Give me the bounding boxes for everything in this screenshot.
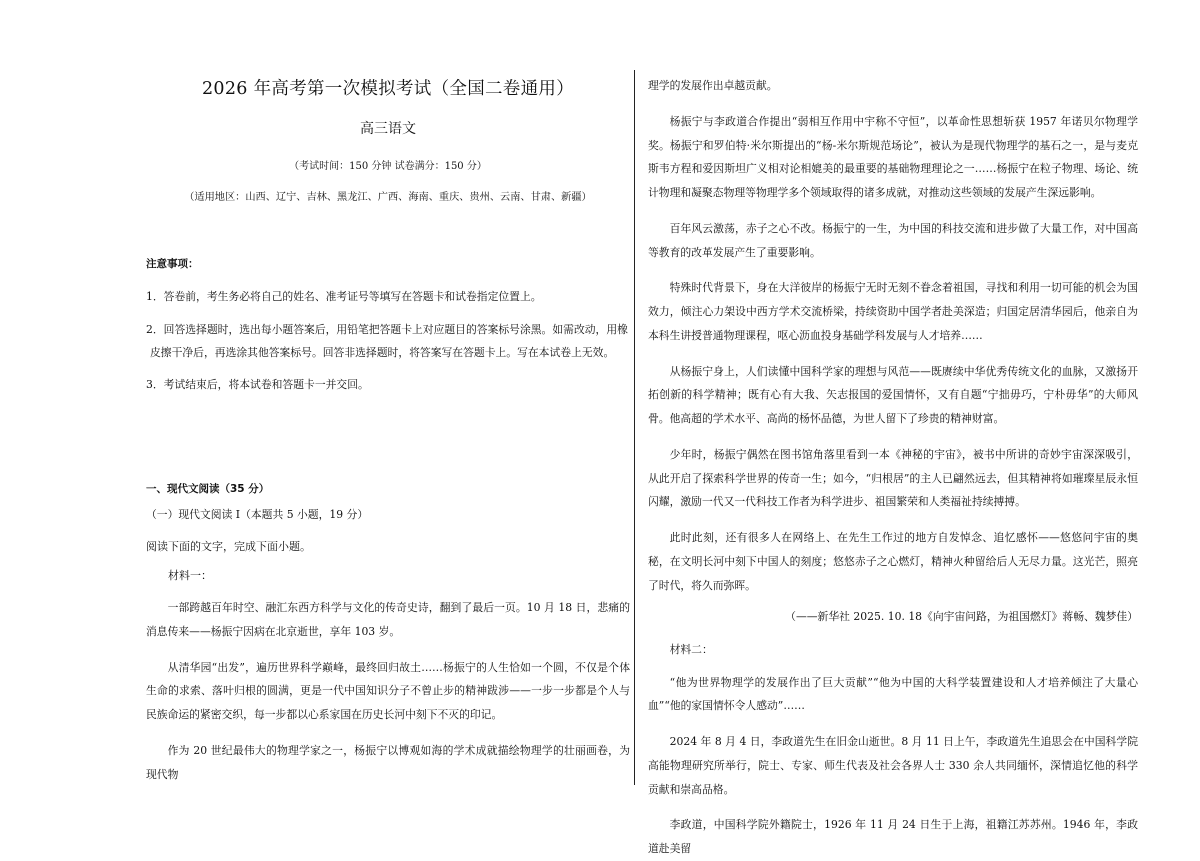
applicable-regions: （适用地区：山西、辽宁、吉林、黑龙江、广西、海南、重庆、贵州、云南、甘肃、新疆） [184, 192, 592, 204]
notice-item: 1．答卷前，考生务必将自己的姓名、准考证号等填写在答题卡和试卷指定位置上。 [146, 290, 542, 304]
material-label: 材料二： [669, 642, 713, 656]
article-paragraph: 少年时，杨振宁偶然在图书馆角落里看到一本《神秘的宇宙》，被书中所讲的奇妙宇宙深深吸引，从此开启了探索科学世界的传奇一生；如今，“归根居”的主人已翩然远去，但其精神将如璀璨星辰永恒闪耀，激励一代又一代科技工作者为科学进步、祖国繁荣和人类福祉持续搏搏。 [648, 447, 1138, 509]
exam-title: 2026 年高考第一次模拟考试（全国二卷通用） [202, 79, 574, 99]
reading-instruction: 阅读下面的文字，完成下面小题。 [146, 540, 311, 554]
article-paragraph: 杨振宁与李政道合作提出“弱相互作用中宇称不守恒”，以革命性思想斩获 1957 年诺贝尔物理学奖。杨振宁和罗伯特·米尔斯提出的“杨-米尔斯规范场论”，被认为是现代物理学的基石之一，是与麦克斯韦方程和爱因斯坦广义相对论相媲美的最重要的基础物理理论之一……杨振宁在粒子物理、场论、统计物理和凝聚态物理等物理学多个领域取得的诸多成就，对推动这些领域的发展产生深远影响。 [648, 114, 1138, 199]
left-column [146, 74, 630, 786]
article-paragraph-continuation: 理学的发展作出卓越贡献。 [648, 79, 778, 92]
article-paragraph: 百年风云激荡，赤子之心不改。杨振宁的一生，为中国的科技交流和进步做了大量工作，对中国高等教育的改革发展产生了重要影响。 [648, 221, 1138, 259]
article-paragraph: 从清华园“出发”，遍历世界科学巅峰，最终回归故土……杨振宁的人生恰如一个圆，不仅是个体生命的求索、落叶归根的圆满，更是一代中国知识分子不曾止步的精神跋涉——一步一步都是个人与民族命运的紧密交织，每一步都以心系家国在历史长河中刻下不灭的印记。 [146, 660, 630, 722]
notice-item: 3．考试结束后，将本试卷和答题卡一并交回。 [146, 378, 369, 392]
article-paragraph: 特殊时代背景下，身在大洋彼岸的杨振宁无时无刻不眷念着祖国，寻找和利用一切可能的机会为国效力，倾注心力架设中西方学术交流桥梁，持续资助中国学者赴美深造；归国定居清华园后，他亲自为本科生讲授普通物理课程，呕心沥血投身基础学科发展与人才培养…… [648, 281, 1138, 342]
article-paragraph: 2024 年 8 月 4 日，李政道先生在旧金山逝世。8 月 11 日上午，李政道先生追思会在中国科学院高能物理研究所举行，院士、专家、师生代表及社会各界人士 330 余人共同缅怀，深情追忆他的科学贡献和崇高品格。 [648, 735, 1138, 796]
article-paragraph: “他为世界物理学的发展作出了巨大贡献”“他为中国的大科学装置建设和人才培养倾注了大量心血”“他的家国情怀令人感动”…… [648, 675, 1138, 713]
article-paragraph: 此时此刻，还有很多人在网络上、在先生工作过的地方自发悼念、追忆感怀——悠悠问宇宙的奥秘，在文明长河中刻下中国人的刻度；悠悠赤子之心燃灯，精神火种留给后人无尽力量。这光芒，照亮了时代，将久而弥晖。 [648, 531, 1138, 592]
column-divider [634, 70, 635, 785]
notice-heading: 注意事项： [146, 258, 199, 271]
subsection-heading: （一）现代文阅读 I（本题共 5 小题，19 分） [146, 508, 369, 522]
section-heading: 一、现代文阅读（35 分） [146, 483, 270, 496]
article-paragraph: 从杨振宁身上，人们读懂中国科学家的理想与风范——既赓续中华优秀传统文化的血脉，又激扬开拓创新的科学精神；既有心有大我、矢志报国的爱国情怀，又有自题“宁拙毋巧，宁朴毋华”的大师风骨。他高超的学术水平、高尚的杨怀品德，为世人留下了珍贵的精神财富。 [648, 364, 1138, 425]
notice-item: 2．回答选择题时，选出每小题答案后，用铅笔把答题卡上对应题目的答案标号涂黑。如需改动，用橡皮擦干净后，再选涂其他答案标号。回答非选择题时，将答案写在答题卡上。写在本试卷上无效。 [146, 323, 628, 359]
subject-title: 高三语文 [360, 121, 416, 138]
article-paragraph: 李政道，中国科学院外籍院士，1926 年 11 月 24 日生于上海，祖籍江苏苏州。1946 年，李政道赴美留 [648, 818, 1138, 856]
article-paragraph: 作为 20 世纪最伟大的物理学家之一，杨振宁以博观如海的学术成就描绘物理学的壮丽画卷，为现代物 [146, 743, 630, 781]
material-label: 材料一： [168, 569, 212, 583]
article-paragraph: 一部跨越百年时空、融汇东西方科学与文化的传奇史诗，翻到了最后一页。10 月 18 日，悲痛的消息传来——杨振宁因病在北京逝世，享年 103 岁。 [146, 601, 630, 638]
right-column [648, 74, 1138, 861]
exam-info: （考试时间：150 分钟 试卷满分：150 分） [289, 160, 487, 172]
article-source: （——新华社 2025. 10. 18《向宇宙问路，为祖国燃灯》蒋畅、魏梦佳） [785, 610, 1138, 624]
